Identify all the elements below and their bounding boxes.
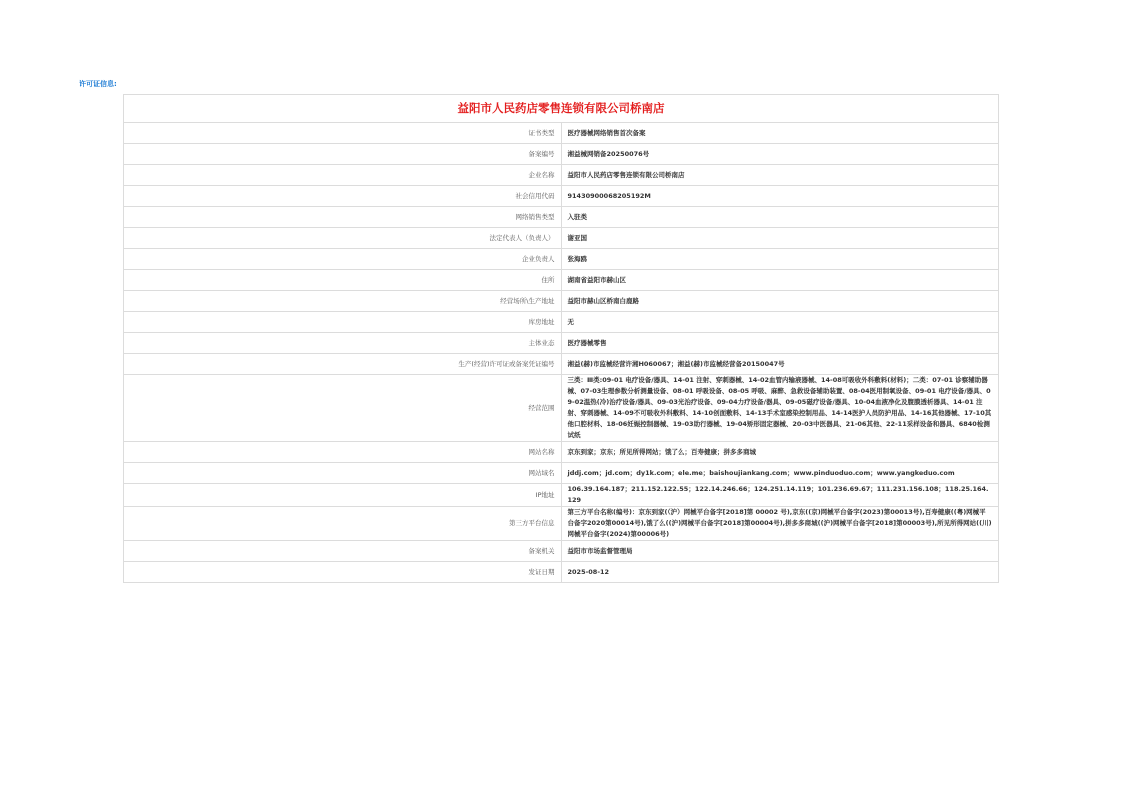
table-row	[124, 442, 999, 463]
table-row	[124, 312, 999, 333]
license-table	[123, 94, 999, 583]
row-value: 106.39.164.187；211.152.122.55；122.14.246.66；124.251.14.119；101.236.69.67；111.231.156.108；118.25.164.129	[561, 484, 999, 507]
row-label: 社会信用代码	[124, 186, 562, 207]
row-label: 网站域名	[124, 463, 562, 484]
table-row	[124, 484, 999, 507]
row-label: 企业名称	[124, 165, 562, 186]
table-row	[124, 207, 999, 228]
company-title: 益阳市人民药店零售连锁有限公司桥南店	[124, 95, 999, 123]
row-label: 法定代表人（负责人）	[124, 228, 562, 249]
table-row	[124, 270, 999, 291]
table-row	[124, 144, 999, 165]
row-value: 湖南省益阳市赫山区	[561, 270, 999, 291]
row-value: 医疗器械零售	[561, 333, 999, 354]
row-label: 网络销售类型	[124, 207, 562, 228]
row-value: 京东到家；京东；所见所得网站；饿了么；百寿健康；拼多多商城	[561, 442, 999, 463]
table-row	[124, 186, 999, 207]
table-row	[124, 123, 999, 144]
table-row	[124, 562, 999, 583]
row-label: 住所	[124, 270, 562, 291]
row-label: 经营场所\生产地址	[124, 291, 562, 312]
row-value: 湘益(赫)市监械经营许湘H060067；湘益(赫)市监械经营备20150047号	[561, 354, 999, 375]
table-row	[124, 291, 999, 312]
row-label: 生产(经营)许可证或备案凭证编号	[124, 354, 562, 375]
row-label: 备案机关	[124, 541, 562, 562]
row-value: 入驻类	[561, 207, 999, 228]
row-label: 第三方平台信息	[124, 507, 562, 541]
row-label: 发证日期	[124, 562, 562, 583]
row-label: 库房地址	[124, 312, 562, 333]
table-row	[124, 375, 999, 442]
row-value: 91430900068205192M	[561, 186, 999, 207]
table-row	[124, 333, 999, 354]
row-value: 谢亚国	[561, 228, 999, 249]
row-value: 益阳市赫山区桥南白鹿路	[561, 291, 999, 312]
row-value: 医疗器械网络销售首次备案	[561, 123, 999, 144]
row-value: 张海鸥	[561, 249, 999, 270]
row-label: 备案编号	[124, 144, 562, 165]
row-label: 网站名称	[124, 442, 562, 463]
row-value: jddj.com；jd.com；dy1k.com；ele.me；baishoujiankang.com；www.pinduoduo.com；www.yangkeduo.com	[561, 463, 999, 484]
table-row	[124, 463, 999, 484]
row-label: 企业负责人	[124, 249, 562, 270]
row-value: 益阳市人民药店零售连锁有限公司桥南店	[561, 165, 999, 186]
row-label: 证书类型	[124, 123, 562, 144]
table-row	[124, 541, 999, 562]
license-info-heading: 许可证信息:	[79, 80, 117, 88]
row-label: 主体业态	[124, 333, 562, 354]
row-value: 湘益械网销备20250076号	[561, 144, 999, 165]
row-label: IP地址	[124, 484, 562, 507]
table-row	[124, 165, 999, 186]
table-row	[124, 249, 999, 270]
title-row	[124, 95, 999, 123]
row-value: 三类：Ⅲ类:09-01 电疗设备/器具、14-01 注射、穿刺器械、14-02血管内输液器械、14-08可吸收外科敷料(材料)；二类：07-01 诊察辅助器械、07-03生理参数分析测量设备、08-01 呼吸设备、08-05 呼吸、麻醉、急救设备辅助装置、08-04医用制氧设备、09-01 电疗设备/器具、09-02温热(冷)治疗设备/器具、09-03光治疗设备、09-04力疗设备/器具、09-05磁疗设备/器具、10-04血液净化及腹膜透析器具、14-01 注射、穿刺器械、14-09不可吸收外科敷料、14-10创面敷料、14-13手术室感染控制用品、14-14医护人员防护用品、14-16其他器械、17-10其他口腔材料、18-06妊娠控制器械、19-03助行器械、19-04矫形固定器械、20-03中医器具、21-06其他、22-11采样设备和器具、6840检测试纸	[561, 375, 999, 442]
row-value: 2025-08-12	[561, 562, 999, 583]
table-row	[124, 228, 999, 249]
row-label: 经营范围	[124, 375, 562, 442]
table-row	[124, 354, 999, 375]
row-value: 益阳市市场监督管理局	[561, 541, 999, 562]
row-value: 第三方平台名称(编号)：京东到家(（沪）网械平台备字[2018]第 00002 号),京东((京)网械平台备字(2023)第00013号),百寿健康((粤)网械平台备字2020第00014号),饿了么((沪)网械平台备字[2018]第00004号),拼多多商城((沪)网械平台备字[2018]第00003号),所见所得网站((川)网械平台备字(2024)第00006号)	[561, 507, 999, 541]
table-row	[124, 507, 999, 541]
row-value: 无	[561, 312, 999, 333]
